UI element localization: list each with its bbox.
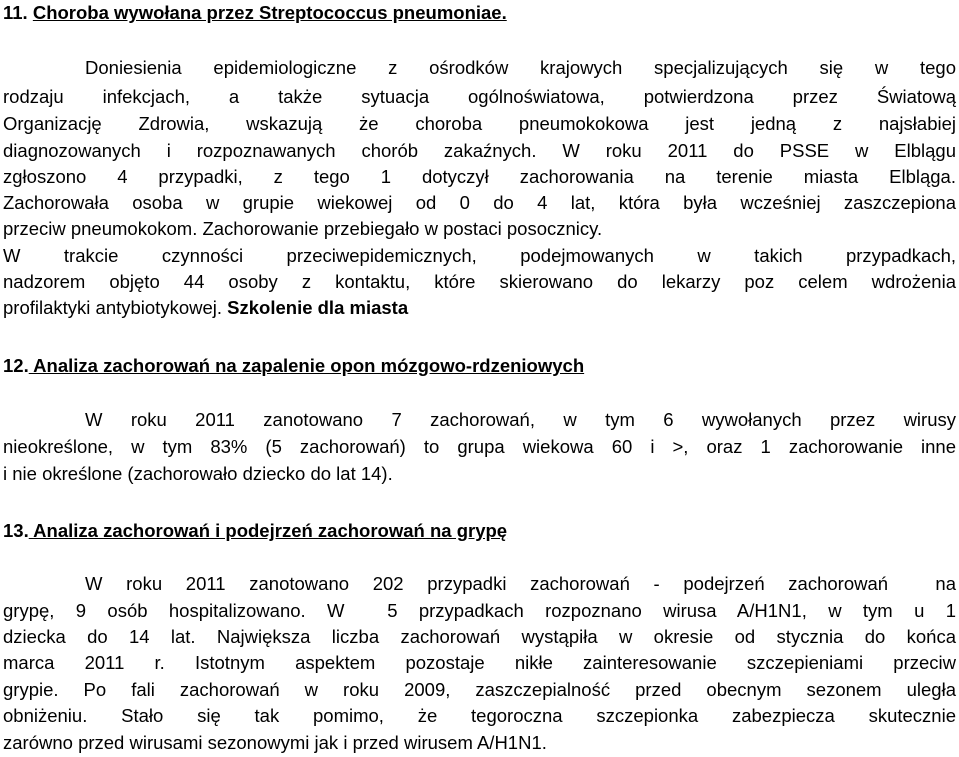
section-11-number: 11.	[3, 2, 28, 23]
paragraph-line: zgłoszono 4 przypadki, z tego 1 dotyczył zachorowania na terenie miasta Elbląga.	[3, 166, 956, 187]
paragraph-line: W roku 2011 zanotowano 7 zachorowań, w tym 6 wywołanych przez wirusy	[85, 409, 956, 430]
section-11-title: Choroba wywołana przez Streptococcus pneumoniae.	[32, 2, 507, 23]
paragraph-line: W trakcie czynności przeciwepidemicznych, podejmowanych w takich przypadkach,	[3, 245, 956, 266]
paragraph-line: diagnozowanych i rozpoznawanych chorób zakaźnych. W roku 2011 do PSSE w Elblągu	[3, 140, 956, 161]
paragraph-line: zarówno przed wirusami sezonowymi jak i przed wirusem A/H1N1.	[3, 732, 547, 753]
section-13-heading	[3, 519, 507, 542]
paragraph-line: nadzorem objęto 44 osoby z kontaktu, które skierowano do lekarzy poz celem wdrożenia	[3, 271, 956, 292]
section-12-heading	[3, 354, 584, 377]
paragraph-last-line	[3, 296, 408, 319]
section-12-title: Analiza zachorowań na zapalenie opon mózgowo-rdzeniowych	[28, 355, 585, 376]
paragraph-line: W roku 2011 zanotowano 202 przypadki zachorowań - podejrzeń zachorowań na	[85, 573, 956, 594]
section-12-number: 12.	[3, 355, 29, 376]
training-note: Szkolenie dla miasta	[227, 297, 409, 318]
paragraph-line: i nie określone (zachorowało dziecko do lat 14).	[3, 463, 393, 484]
section-13-title: Analiza zachorowań i podejrzeń zachorowań na grypę	[28, 520, 508, 541]
paragraph-line: rodzaju infekcjach, a także sytuacja ogólnoświatowa, potwierdzona przez Światową	[3, 86, 956, 107]
section-13-number: 13.	[3, 520, 29, 541]
paragraph-line: marca 2011 r. Istotnym aspektem pozostaje nikłe zainteresowanie szczepieniami przeciw	[3, 652, 956, 673]
paragraph-line: grypę, 9 osób hospitalizowano. W 5 przypadkach rozpoznano wirusa A/H1N1, w tym u 1	[3, 600, 956, 621]
paragraph-line: Zachorowała osoba w grupie wiekowej od 0 do 4 lat, która była wcześniej zaszczepiona	[3, 192, 956, 213]
paragraph-line-text: profilaktyki antybiotykowej.	[3, 297, 228, 318]
paragraph-line: Organizację Zdrowia, wskazują że choroba pneumokokowa jest jedną z najsłabiej	[3, 113, 956, 134]
paragraph-line: obniżeniu. Stało się tak pomimo, że tegoroczna szczepionka zabezpiecza skutecznie	[3, 705, 956, 726]
paragraph-line: przeciw pneumokokom. Zachorowanie przebiegało w postaci posocznicy.	[3, 218, 603, 239]
paragraph-line: Doniesienia epidemiologiczne z ośrodków krajowych specjalizujących się w tego	[85, 57, 956, 78]
paragraph-line: dziecka do 14 lat. Największa liczba zachorowań wystąpiła w okresie od stycznia do końca	[3, 626, 956, 647]
section-11-heading	[3, 1, 507, 24]
paragraph-line: grypie. Po fali zachorowań w roku 2009, zaszczepialność przed obecnym sezonem uległa	[3, 679, 956, 700]
paragraph-line: nieokreślone, w tym 83% (5 zachorowań) to grupa wiekowa 60 i >, oraz 1 zachorowanie inne	[3, 436, 956, 457]
